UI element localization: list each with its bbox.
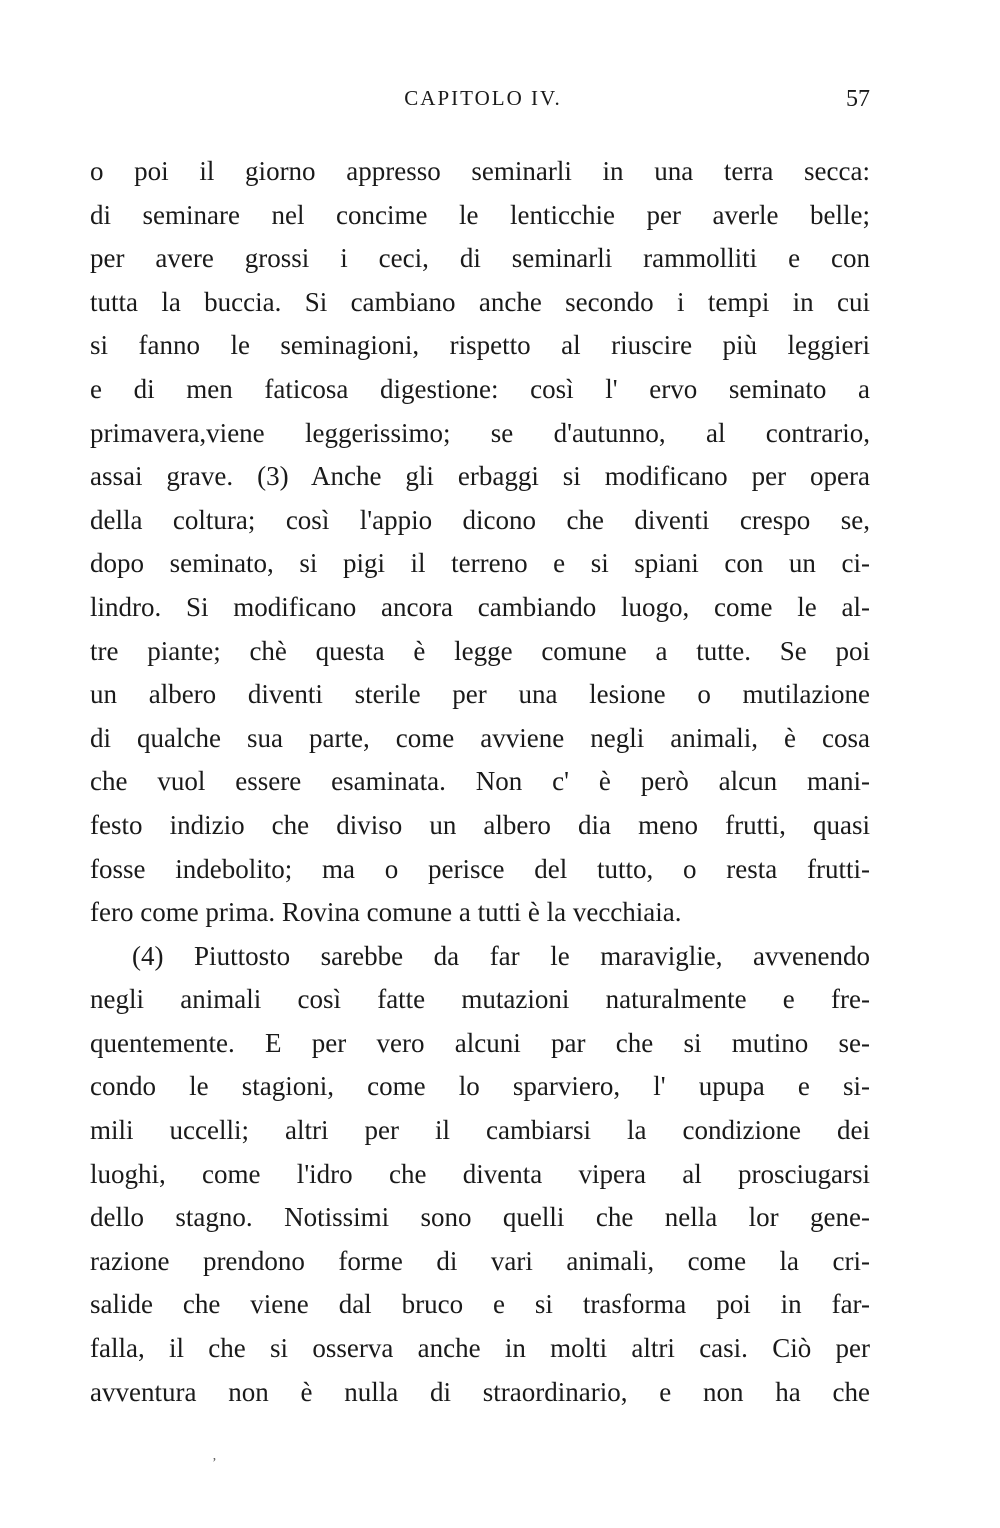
text-line: avventura non è nulla di straordinario, e non ha che — [90, 1376, 870, 1407]
text-line: primavera,viene leggerissimo; se d'autunno, al contrario, — [90, 417, 870, 448]
text-line: dopo seminato, si pigi il terreno e si spiani con un ci- — [90, 548, 870, 579]
text-line: lindro. Si modificano ancora cambiando luogo, come le al- — [90, 591, 870, 622]
text-line: e di men faticosa digestione: così l' ervo seminato a — [90, 373, 870, 404]
text-line: assai grave. (3) Anche gli erbaggi si modificano per opera — [90, 461, 870, 492]
text-line: un albero diventi sterile per una lesione o mutilazione — [90, 679, 870, 710]
scan-speck: ʼ — [212, 1456, 217, 1471]
running-head — [90, 86, 870, 126]
text-line: mili uccelli; altri per il cambiarsi la condizione dei — [90, 1115, 870, 1146]
text-line: negli animali così fatte mutazioni naturalmente e fre- — [90, 984, 870, 1015]
text-line: tre piante; chè questa è legge comune a tutte. Se poi — [90, 635, 870, 666]
text-line: festo indizio che diviso un albero dia meno frutti, quasi — [90, 809, 870, 840]
text-line: di qualche sua parte, come avviene negli animali, è cosa — [90, 722, 870, 753]
text-line: si fanno le seminagioni, rispetto al riuscire più leggieri — [90, 330, 870, 361]
text-line: che vuol essere esaminata. Non c' è però alcun mani- — [90, 766, 870, 797]
text-line: o poi il giorno appresso seminarli in una terra secca: — [90, 156, 870, 186]
text-line: di seminare nel concime le lenticchie per averle belle; — [90, 199, 870, 230]
text-line: condo le stagioni, come lo sparviero, l' upupa e si- — [90, 1071, 870, 1102]
text-line: dello stagno. Notissimi sono quelli che nella lor gene- — [90, 1202, 870, 1233]
text-line: fosse indebolito; ma o perisce del tutto, o resta frutti- — [90, 853, 870, 884]
text-line: luoghi, come l'idro che diventa vipera al prosciugarsi — [90, 1158, 870, 1189]
text-line: fero come prima. Rovina comune a tutti è la vecchiaia. — [90, 897, 682, 928]
text-line: quentemente. E per vero alcuni par che si mutino se- — [90, 1027, 870, 1058]
page-number: 57 — [846, 86, 870, 112]
text-line: della coltura; così l'appio dicono che diventi crespo se, — [90, 504, 870, 535]
paragraph-start-line: (4) Piuttosto sarebbe da far le maraviglie, avvenendo — [132, 940, 870, 971]
running-title: CAPITOLO IV. — [404, 86, 562, 110]
text-line: razione prendono forme di vari animali, come la cri- — [90, 1245, 870, 1276]
text-line: per avere grossi i ceci, di seminarli rammolliti e con — [90, 243, 870, 274]
text-line: salide che viene dal bruco e si trasforma poi in far- — [90, 1289, 870, 1320]
body-text — [90, 150, 870, 1414]
text-line: tutta la buccia. Si cambiano anche secondo i tempi in cui — [90, 286, 870, 317]
text-line: falla, il che si osserva anche in molti altri casi. Ciò per — [90, 1333, 870, 1364]
